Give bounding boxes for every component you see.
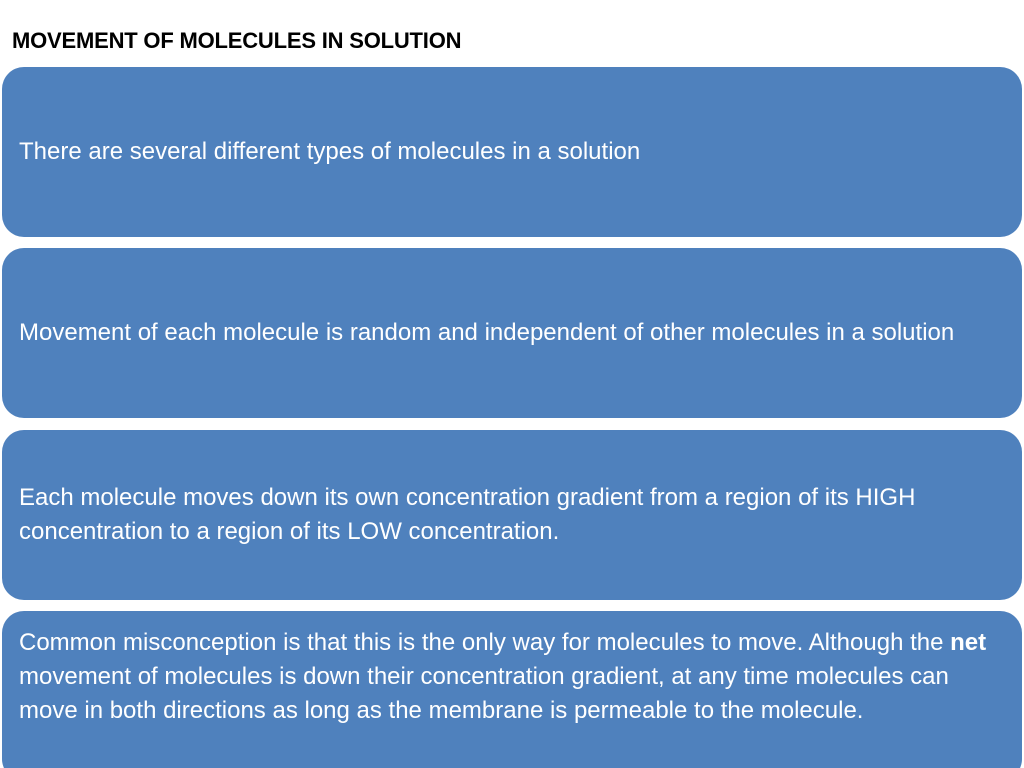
point-text-4-bold: net [950,629,987,656]
point-box-3 [2,430,1022,600]
point-text-4-part1: Common misconception is that this is the only way for molecules to move. Although the [19,629,951,656]
point-box-4 [2,611,1022,768]
point-box-1 [2,67,1022,237]
slide-title: MOVEMENT OF MOLECULES IN SOLUTION [12,28,462,53]
point-text-4-part2: movement of molecules is down their concentration gradient, at any time molecules can move in both directions as long as the membrane is permeable to the molecule. [19,663,949,724]
point-text-3: Each molecule moves down its own concentration gradient from a region of its HIGH concentration to a region of its LOW concentration. [19,484,916,545]
point-text-2: Movement of each molecule is random and independent of other molecules in a solution [19,319,955,346]
point-box-2 [2,248,1022,418]
point-text-4 [19,626,992,728]
point-text-1: There are several different types of molecules in a solution [19,138,641,165]
